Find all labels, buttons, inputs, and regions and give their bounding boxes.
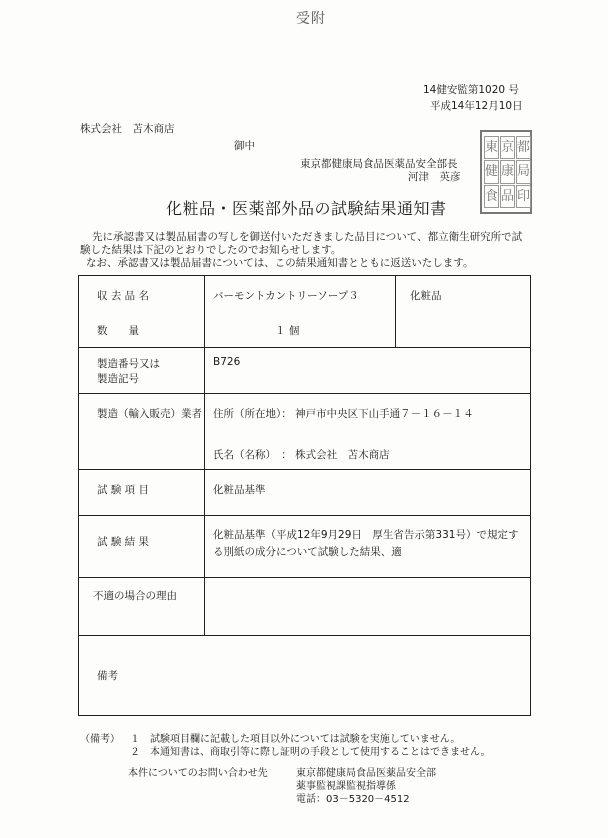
sender-office: 東京都健康局食品医薬品安全部長 [300, 158, 458, 170]
table-row-product [79, 276, 531, 348]
intro-line-1: 先に承認書又は製品届書の写しを御送付いただきました品目について、都立衛生研究所で試 [92, 231, 523, 243]
result-table [78, 275, 531, 716]
name-value: 株式会社 苫木商店 [295, 449, 390, 461]
table-row-result [79, 516, 531, 578]
serial-label-1: 製造番号又は [97, 358, 160, 370]
address-line [205, 394, 530, 421]
table-row-serial [79, 348, 531, 394]
recipient-name: 株式会社 苫木商店 [80, 123, 175, 135]
name-label: 氏名（名称） ： [213, 449, 292, 461]
document-title: 化粧品・医薬部外品の試験結果通知書 [166, 199, 447, 218]
product-value: バーモントカントリーソープ３ [213, 290, 359, 302]
contact-office-2: 薬事監視課監視指導係 [296, 781, 396, 792]
note-item-1: １ 試験項目欄に記載した項目以外については試験を実施していません。 [130, 734, 461, 745]
document-date: 平成14年12月10日 [430, 100, 523, 112]
address-label: 住所（所在地）： [213, 408, 292, 420]
product-type: 化粧品 [410, 290, 442, 302]
result-line-1: 化粧品基準（平成12年9月29日 厚生省告示第331号）で規定す [213, 529, 519, 541]
address-value: 神戸市中央区下山手通７－１６－１４ [295, 408, 474, 420]
table-row-test-item [79, 470, 531, 516]
name-line [205, 421, 530, 462]
maker-label: 製造（輸入販売）業者 [97, 408, 202, 420]
intro-line-2: 験した結果は下記のとおりでしたのでお知らせします。 [80, 244, 342, 256]
result-line-2: る別紙の成分について試験した結果、適 [213, 546, 402, 558]
official-seal: 東 京 都 健 康 局 食 品 印 [480, 130, 532, 214]
intro-line-3: なお、承認書又は製品届書については、この結果通知書とともに返送いたします。 [86, 257, 474, 269]
sender-name: 河津 英彦 [408, 171, 461, 183]
document-number: 14健安監第1020 号 [423, 84, 519, 96]
unfit-label: 不適の場合の理由 [93, 590, 177, 602]
serial-value: B726 [213, 356, 241, 368]
received-stamp-mark: 受附 [296, 11, 326, 27]
table-row-unfit [79, 578, 531, 636]
contact-label: 本件についてのお問い合わせ先 [128, 768, 268, 779]
contact-phone: 電話：03－5320－4512 [296, 794, 410, 805]
serial-label-2: 製造記号 [97, 373, 139, 385]
test-item-value: 化粧品基準 [213, 484, 266, 496]
table-row-maker [79, 394, 531, 470]
product-label: 収 去 品 名 [97, 290, 150, 302]
result-label: 試 験 結 果 [97, 536, 150, 548]
notes-label: （備考） [80, 734, 120, 745]
note-item-2: ２ 本通知書は、商取引等に際し証明の手段として使用することはできません。 [130, 747, 491, 758]
remarks-label: 備考 [97, 670, 118, 682]
test-item-label: 試 験 項 目 [97, 484, 150, 496]
table-row-remarks [79, 636, 531, 716]
quantity-value: １ 個 [275, 325, 300, 337]
contact-office-1: 東京都健康局食品医薬品安全部 [296, 768, 436, 779]
quantity-label: 数 量 [97, 325, 139, 337]
recipient-suffix: 御中 [234, 140, 255, 152]
